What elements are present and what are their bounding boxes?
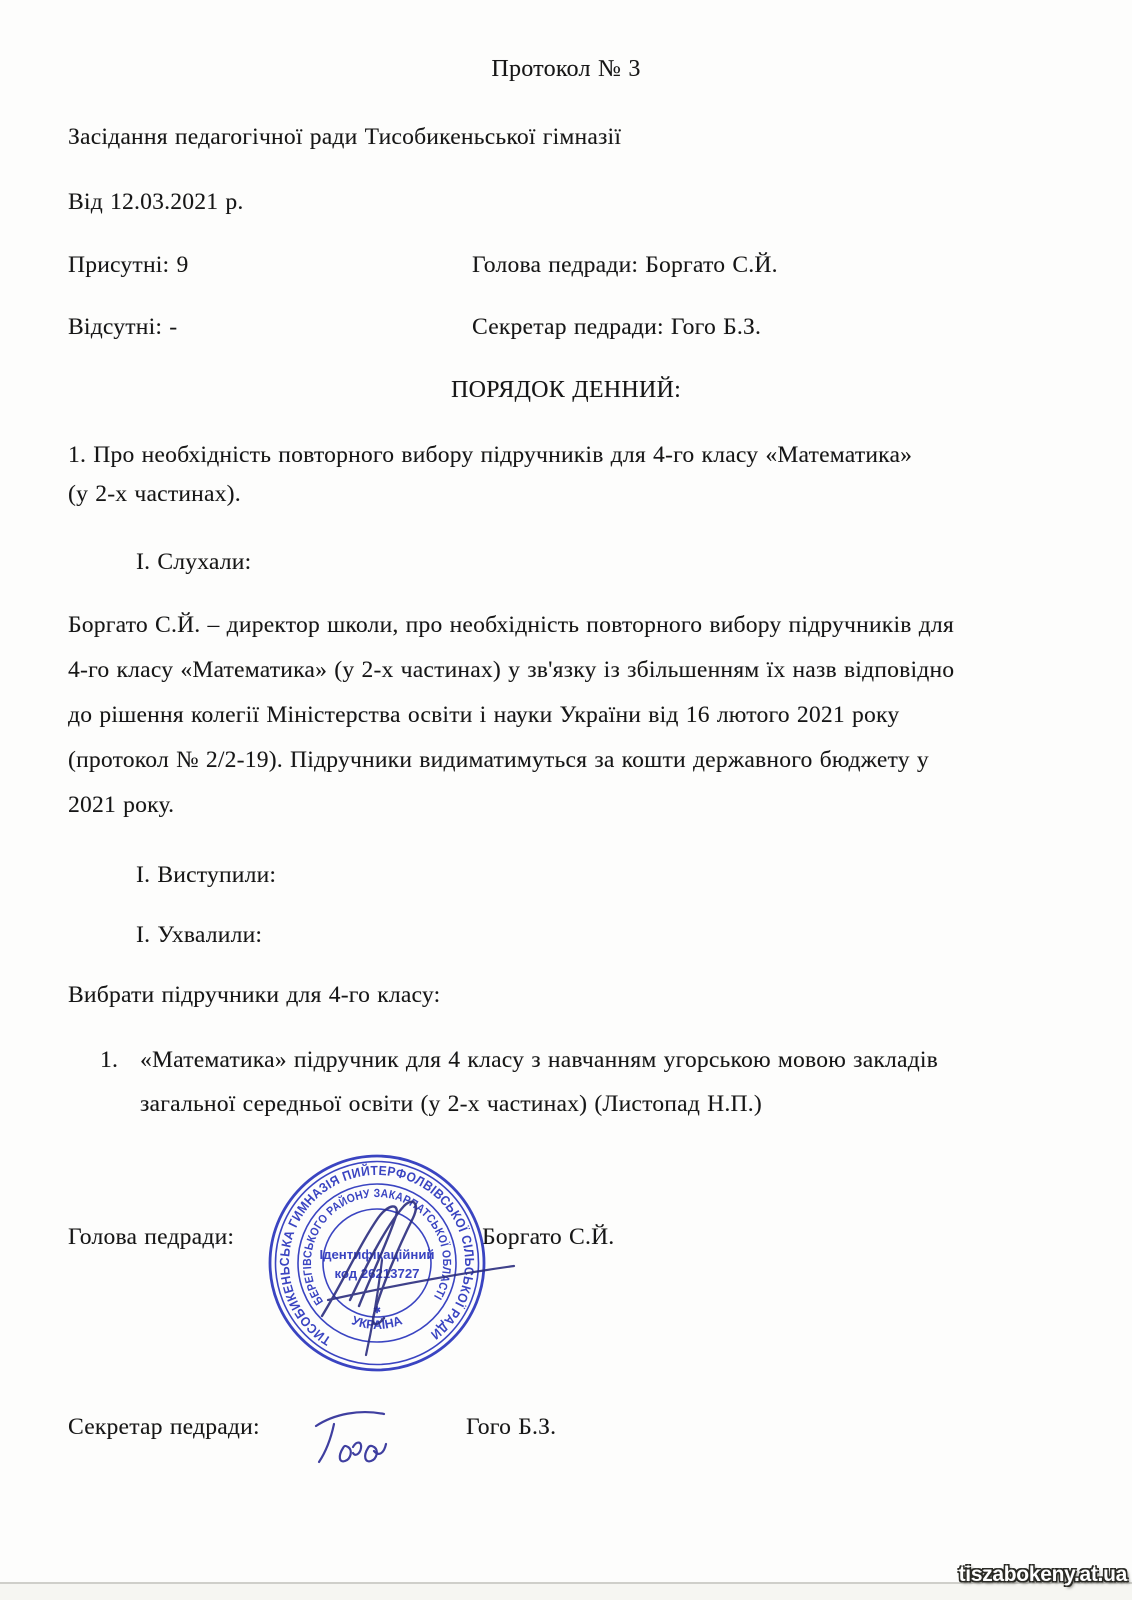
chair-signature-name: Боргато С.Й. xyxy=(482,1224,615,1250)
secretary-signature-label: Секретар педради: xyxy=(68,1414,260,1440)
stamp-country-text: • УКРАЇНА • xyxy=(259,1137,408,1333)
spoke-heading: І. Виступили: xyxy=(136,862,277,888)
agenda-item-line1: 1. Про необхідність повторного вибору підручників для 4-го класу «Математика» xyxy=(68,442,913,468)
heard-paragraph-line: 4-го класу «Математика» (у 2-х частинах) у зв'язку із збільшенням їх назв відповідно xyxy=(68,657,955,683)
heard-paragraph-line: Боргато С.Й. – директор школи, про необхідність повторного вибору підручників для xyxy=(68,612,954,638)
meeting-line: Засідання педагогічної ради Тисобикеньської гімназії xyxy=(68,124,622,150)
resolved-item-line1: «Математика» підручник для 4 класу з навчанням угорською мовою закладів xyxy=(140,1047,939,1073)
present-count: Присутні: 9 xyxy=(68,252,189,278)
resolved-heading: І. Ухвалили: xyxy=(136,922,263,948)
stamp-center-line2: код 26213727 xyxy=(334,1266,420,1281)
heard-paragraph-line: 2021 року. xyxy=(68,792,175,818)
site-watermark: tiszabokeny.at.ua xyxy=(958,1563,1127,1586)
absent-line: Відсутні: - xyxy=(68,314,178,340)
chair-line: Голова педради: Боргато С.Й. xyxy=(472,252,778,278)
secretary-signature-name: Гого Б.З. xyxy=(466,1414,557,1440)
resolved-intro: Вибрати підручники для 4-го класу: xyxy=(68,982,441,1008)
stamp-center-mark: ✱ xyxy=(373,1305,381,1315)
document-title: Протокол № 3 xyxy=(491,56,641,82)
stamp-center-line1: Ідентифікаційний xyxy=(319,1247,435,1262)
heard-heading: І. Слухали: xyxy=(136,549,252,575)
agenda-item-line2: (у 2-х частинах). xyxy=(68,481,241,507)
resolved-item-number: 1. xyxy=(100,1047,119,1073)
secretary-signature xyxy=(300,1398,400,1478)
official-stamp xyxy=(259,1137,522,1378)
chair-signature-label: Голова педради: xyxy=(68,1224,235,1250)
stamp-middle-ring-text: БЕРЕГІВСЬКОГО РАЙОНУ ЗАКАРПАТСЬКОЇ ОБЛАСТІ xyxy=(299,1186,455,1308)
stamp-outer-ring-text: ТИСОБИКЕНЬСЬКА ГИМНАЗІЯ ПИЙТЕРФОЛВІВСЬКОЇ СІЛЬСЬКОЇ РАДИ xyxy=(276,1162,478,1349)
resolved-item-line2: загальної середньої освіти (у 2-х частинах) (Листопад Н.П.) xyxy=(140,1091,762,1117)
secretary-line: Секретар педради: Гого Б.З. xyxy=(472,314,762,340)
agenda-heading: ПОРЯДОК ДЕННИЙ: xyxy=(451,377,681,403)
date-line: Від 12.03.2021 р. xyxy=(68,189,244,215)
heard-paragraph-line: до рішення колегії Міністерства освіти і науки України від 16 лютого 2021 року xyxy=(68,702,900,728)
heard-paragraph-line: (протокол № 2/2-19). Підручники видиматимуться за кошти державного бюджету у xyxy=(68,747,929,773)
